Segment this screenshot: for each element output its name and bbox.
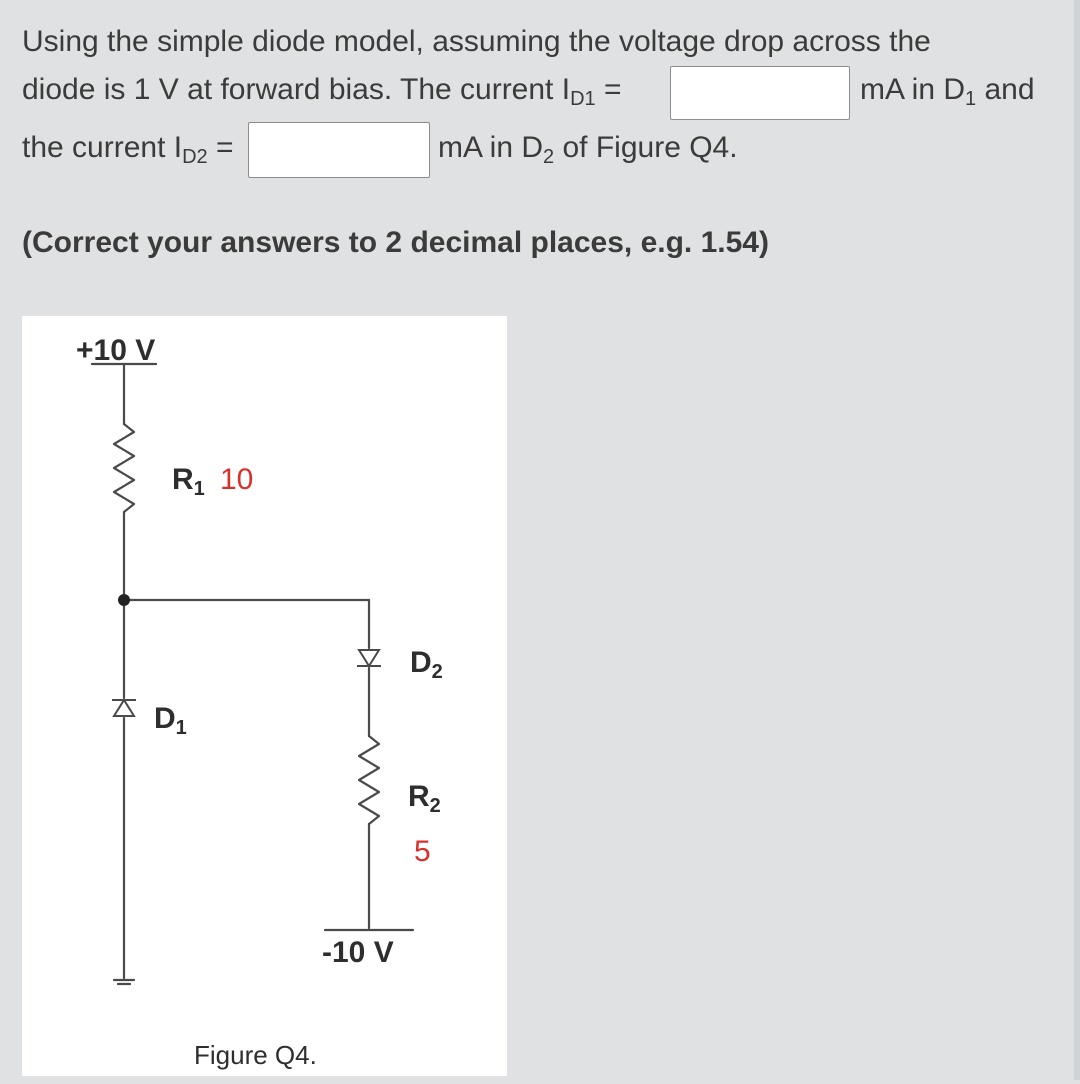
answer-id1-input[interactable] (670, 66, 850, 120)
question-text: the current I (22, 131, 183, 164)
circuit-diagram (22, 316, 507, 1076)
diode-d2-icon (357, 650, 381, 666)
question-line-3-end (438, 128, 738, 171)
question-line-2-end (860, 70, 1035, 113)
answer-id2-input[interactable] (248, 122, 430, 178)
equals-sign: = (603, 73, 622, 106)
diode-d1-icon (112, 700, 136, 716)
r1-label: $R_1$ (172, 463, 205, 500)
junction-node (118, 594, 130, 606)
equals-sign: = (216, 131, 234, 164)
r1-value: 10 (220, 463, 254, 496)
subscript-d2: D2 (182, 146, 208, 168)
question-line-2 (22, 70, 622, 113)
d1-label: $D_1$ (154, 702, 187, 739)
question-text: of Figure Q4. (562, 131, 738, 164)
subscript-2: 2 (543, 146, 555, 168)
question-text: Using the simple diode model, assuming the voltage drop across the (22, 25, 931, 58)
rounding-hint: (Correct your answers to 2 decimal places, e.g. 1.54) (22, 226, 769, 259)
r2-value: 5 (414, 835, 431, 868)
supply-bottom-label: -10 V (322, 936, 394, 969)
question-text: diode is 1 V at forward bias. The current I (22, 73, 571, 106)
question-line-1 (22, 22, 931, 62)
r2-label: $R_2$ (408, 780, 441, 817)
question-text: and (984, 73, 1035, 106)
subscript-d1: D1 (570, 88, 596, 110)
supply-top-label: +10 V (76, 334, 156, 367)
subscript-1: 1 (965, 88, 977, 110)
resistor-r1 (114, 424, 134, 512)
d2-label: $D_2$ (410, 646, 443, 683)
resistor-r2 (359, 736, 379, 824)
question-text: mA in D (860, 73, 966, 106)
question-text: mA in D (438, 131, 544, 164)
figure-q4 (22, 316, 507, 1076)
figure-caption: Figure Q4. (194, 1040, 317, 1070)
question-line-3 (22, 128, 234, 171)
